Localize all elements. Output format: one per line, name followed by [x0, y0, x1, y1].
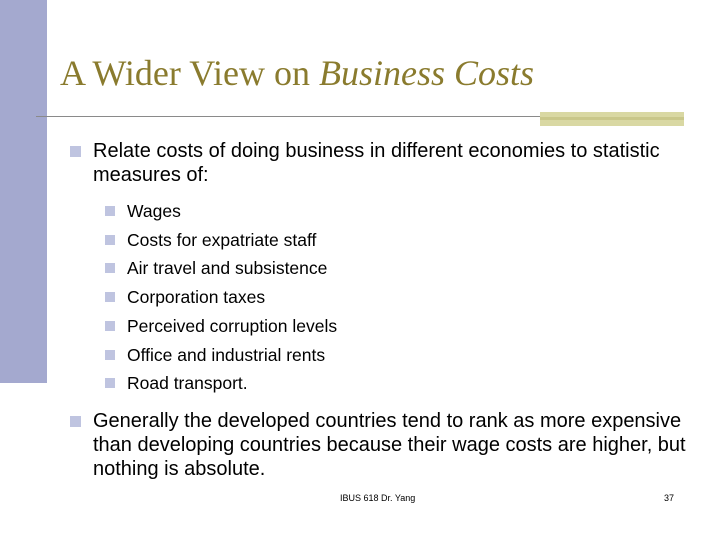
sub-bullet-text: Corporation taxes: [127, 287, 266, 308]
sub-bullet-text: Office and industrial rents: [127, 344, 326, 365]
footer-course-label: IBUS 618 Dr. Yang: [340, 493, 416, 503]
bullet-square-icon: [70, 416, 81, 427]
bullet-square-icon: [105, 206, 115, 216]
slide-title: [60, 52, 534, 94]
bullet-square-icon: [70, 146, 81, 157]
sub-bullet-text: Road transport.: [127, 373, 248, 394]
sub-bullet-text: Wages: [127, 201, 181, 221]
title-plain-text: A Wider View on: [60, 53, 320, 93]
bullet-developed-countries: [68, 409, 688, 481]
sub-bullet-item: [102, 197, 688, 226]
title-italic-text: Business Costs: [319, 53, 535, 93]
sub-bullet-list: [102, 197, 688, 398]
sub-bullet-item: [102, 283, 688, 312]
sub-bullet-item: [102, 312, 688, 341]
bullet-square-icon: [105, 321, 115, 331]
bullet-relate-costs: [68, 139, 688, 187]
side-accent-bar: [0, 0, 47, 383]
sub-bullet-text: Costs for expatriate staff: [127, 229, 317, 250]
bullet-text: Generally the developed countries tend to rank as more expensive than developing countries because their wage costs are higher, but nothing is absolute.: [93, 409, 686, 480]
title-divider-accent-stripe: [540, 117, 684, 120]
bullet-square-icon: [105, 263, 115, 273]
sub-bullet-item: [102, 254, 688, 283]
page-number: 37: [664, 493, 675, 503]
slide-body: [68, 139, 688, 491]
bullet-square-icon: [105, 292, 115, 302]
sub-bullet-item: [102, 341, 688, 370]
sub-bullet-text: Perceived corruption levels: [127, 315, 338, 336]
sub-bullet-item: [102, 369, 688, 398]
bullet-square-icon: [105, 350, 115, 360]
sub-bullet-text: Air travel and subsistence: [127, 258, 328, 279]
sub-bullet-item: [102, 226, 688, 255]
bullet-square-icon: [105, 235, 115, 245]
bullet-text: Relate costs of doing business in different economies to statistic measures of:: [93, 140, 660, 186]
bullet-square-icon: [105, 378, 115, 388]
